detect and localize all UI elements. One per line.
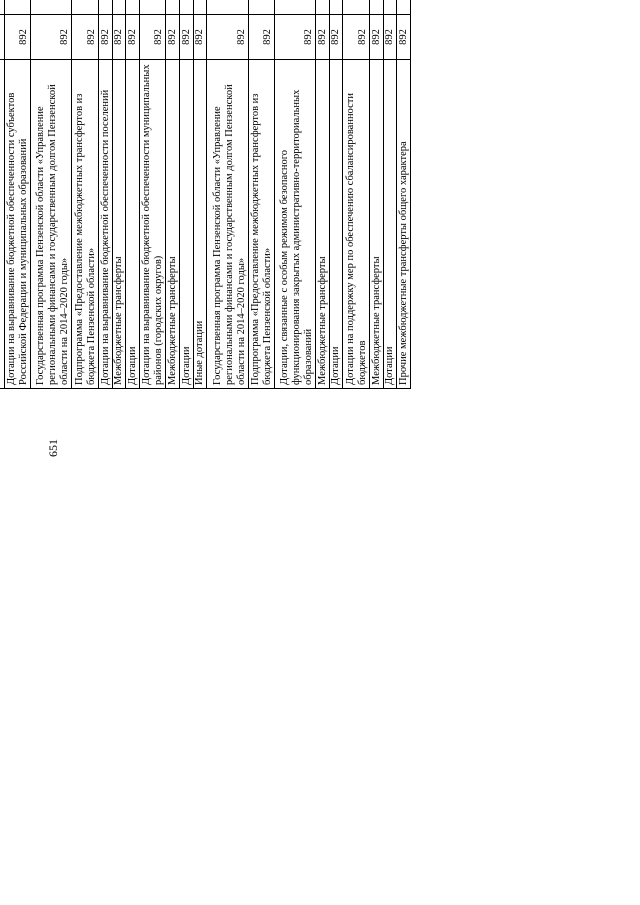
table-row bbox=[72, 0, 98, 389]
cell-ved: 892 bbox=[383, 15, 397, 60]
cell-rz bbox=[180, 0, 194, 15]
cell-ved: 892 bbox=[72, 15, 98, 60]
cell-rz bbox=[207, 0, 248, 15]
cell-name: Дотации, связанные с особым режимом безопасного функционирования закрытых административно-территориальных образований bbox=[274, 60, 315, 389]
cell-rz bbox=[126, 0, 140, 15]
page-number: 651 bbox=[46, 439, 60, 457]
table-row bbox=[180, 0, 194, 389]
cell-ved: 892 bbox=[112, 15, 126, 60]
cell-ved: 892 bbox=[98, 15, 112, 60]
cell-ved: 892 bbox=[397, 15, 411, 60]
cell-ved: 892 bbox=[126, 15, 140, 60]
table-row bbox=[193, 0, 207, 389]
cell-rz bbox=[139, 0, 165, 15]
cell-rz bbox=[383, 0, 397, 15]
cell-rz bbox=[72, 0, 98, 15]
budget-table bbox=[0, 0, 411, 389]
cell-ved: 892 bbox=[369, 15, 383, 60]
cell-name: Дотации bbox=[329, 60, 343, 389]
cell-rz bbox=[329, 0, 343, 15]
cell-rz bbox=[31, 0, 72, 15]
cell-ved: 892 bbox=[248, 15, 274, 60]
cell-rz bbox=[98, 0, 112, 15]
cell-rz bbox=[5, 0, 31, 15]
cell-name: Межбюджетные трансферты bbox=[112, 60, 126, 389]
table-row bbox=[207, 0, 248, 389]
cell-name: Межбюджетные трансферты bbox=[316, 60, 330, 389]
cell-name: Государственная программа Пензенской области «Управление региональными финансами и государственным долгом Пензенской области на 2014–2020 годы» bbox=[207, 60, 248, 389]
cell-name: Дотации bbox=[126, 60, 140, 389]
table-row bbox=[329, 0, 343, 389]
table-body bbox=[5, 0, 411, 389]
cell-ved: 892 bbox=[31, 15, 72, 60]
cell-ved: 892 bbox=[329, 15, 343, 60]
cell-name: Иные дотации bbox=[193, 60, 207, 389]
cell-rz bbox=[193, 0, 207, 15]
cell-rz bbox=[248, 0, 274, 15]
cell-name: Дотации bbox=[180, 60, 194, 389]
cell-rz bbox=[397, 0, 411, 15]
cell-ved: 892 bbox=[207, 15, 248, 60]
table-row bbox=[112, 0, 126, 389]
cell-ved: 892 bbox=[274, 15, 315, 60]
cell-name: Государственная программа Пензенской области «Управление региональными финансами и государственным долгом Пензенской области на 2014–2020 годы» bbox=[31, 60, 72, 389]
cell-name: Подпрограмма «Предоставление межбюджетных трансфертов из бюджета Пензенской области» bbox=[72, 60, 98, 389]
cell-name: Дотации bbox=[383, 60, 397, 389]
table-row bbox=[369, 0, 383, 389]
rotated-table-container bbox=[0, 0, 411, 389]
cell-name: Дотации на выравнивание бюджетной обеспеченности субъектов Российской Федерации и муниципальных образований bbox=[5, 60, 31, 389]
cell-rz bbox=[166, 0, 180, 15]
cell-rz bbox=[343, 0, 369, 15]
cell-ved: 892 bbox=[343, 15, 369, 60]
table-row bbox=[166, 0, 180, 389]
table-row bbox=[31, 0, 72, 389]
cell-name: Дотации на выравнивание бюджетной обеспеченности поселений bbox=[98, 60, 112, 389]
cell-rz bbox=[274, 0, 315, 15]
table-row bbox=[343, 0, 369, 389]
cell-name: Межбюджетные трансферты bbox=[166, 60, 180, 389]
table-row bbox=[5, 0, 31, 389]
cell-ved: 892 bbox=[180, 15, 194, 60]
cell-name: Дотации на поддержку мер по обеспечению сбалансированности бюджетов bbox=[343, 60, 369, 389]
cell-name: Дотации на выравнивание бюджетной обеспеченности муниципальных районов (городских округов) bbox=[139, 60, 165, 389]
table-row bbox=[383, 0, 397, 389]
table-row bbox=[397, 0, 411, 389]
cell-ved: 892 bbox=[139, 15, 165, 60]
cell-rz bbox=[112, 0, 126, 15]
cell-ved: 892 bbox=[166, 15, 180, 60]
table-row bbox=[139, 0, 165, 389]
cell-rz bbox=[316, 0, 330, 15]
table-row bbox=[274, 0, 315, 389]
table-row bbox=[126, 0, 140, 389]
cell-name: Межбюджетные трансферты bbox=[369, 60, 383, 389]
cell-ved: 892 bbox=[316, 15, 330, 60]
cell-name: Подпрограмма «Предоставление межбюджетных трансфертов из бюджета Пензенской области» bbox=[248, 60, 274, 389]
cell-name: Прочие межбюджетные трансферты общего характера bbox=[397, 60, 411, 389]
table-row bbox=[248, 0, 274, 389]
cell-rz bbox=[369, 0, 383, 15]
cell-ved: 892 bbox=[5, 15, 31, 60]
cell-ved: 892 bbox=[193, 15, 207, 60]
table-row bbox=[98, 0, 112, 389]
table-row bbox=[316, 0, 330, 389]
